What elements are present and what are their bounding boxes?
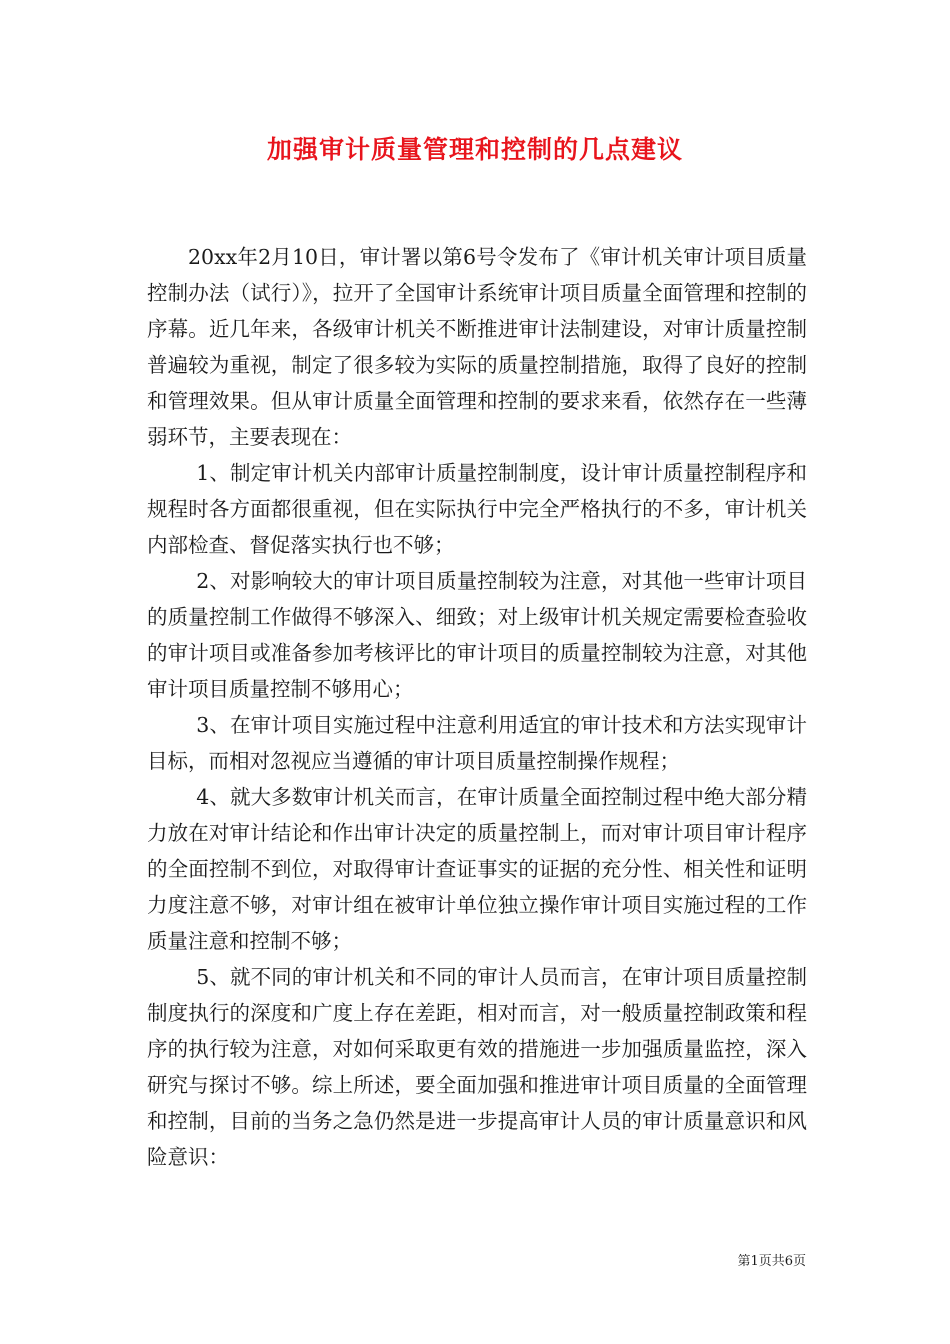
document-title: 加强审计质量管理和控制的几点建议	[266, 135, 683, 164]
paragraph-item-4: 4、就大多数审计机关而言，在审计质量全面控制过程中绝大部分精力放在对审计结论和作出审计决定的质量控制上，而对审计项目审计程序的全面控制不到位，对取得审计查证事实的证据的充分性、相关性和证明力度注意不够，对审计组在被审计单位独立操作审计项目实施过程的工作质量注意和控制不够；	[147, 785, 807, 953]
paragraph-item-3: 3、在审计项目实施过程中注意利用适宜的审计技术和方法实现审计目标，而相对忽视应当遵循的审计项目质量控制操作规程；	[147, 713, 807, 773]
document-body	[147, 239, 807, 1175]
paragraph-item-5: 5、就不同的审计机关和不同的审计人员而言，在审计项目质量控制制度执行的深度和广度上存在差距，相对而言，对一般质量控制政策和程序的执行较为注意，对如何采取更有效的措施进一步加强质量监控，深入研究与探讨不够。综上所述，要全面加强和推进审计项目质量的全面管理和控制，目前的当务之急仍然是进一步提高审计人员的审计质量意识和风险意识：	[147, 965, 807, 1169]
page-number-footer: 第1页共6页	[737, 1254, 806, 1269]
paragraph-item-1: 1、制定审计机关内部审计质量控制制度，设计审计质量控制程序和规程时各方面都很重视，但在实际执行中完全严格执行的不多，审计机关内部检查、督促落实执行也不够；	[147, 461, 807, 557]
paragraph-intro: 20xx年2月10日，审计署以第6号令发布了《审计机关审计项目质量控制办法（试行）》，拉开了全国审计系统审计项目质量全面管理和控制的序幕。近几年来，各级审计机关不断推进审计法制建设，对审计质量控制普遍较为重视，制定了很多较为实际的质量控制措施，取得了良好的控制和管理效果。但从审计质量全面管理和控制的要求来看，依然存在一些薄弱环节，主要表现在：	[147, 245, 807, 449]
paragraph-item-2: 2、对影响较大的审计项目质量控制较为注意，对其他一些审计项目的质量控制工作做得不够深入、细致；对上级审计机关规定需要检查验收的审计项目或准备参加考核评比的审计项目的质量控制较为注意，对其他审计项目质量控制不够用心；	[147, 569, 807, 701]
